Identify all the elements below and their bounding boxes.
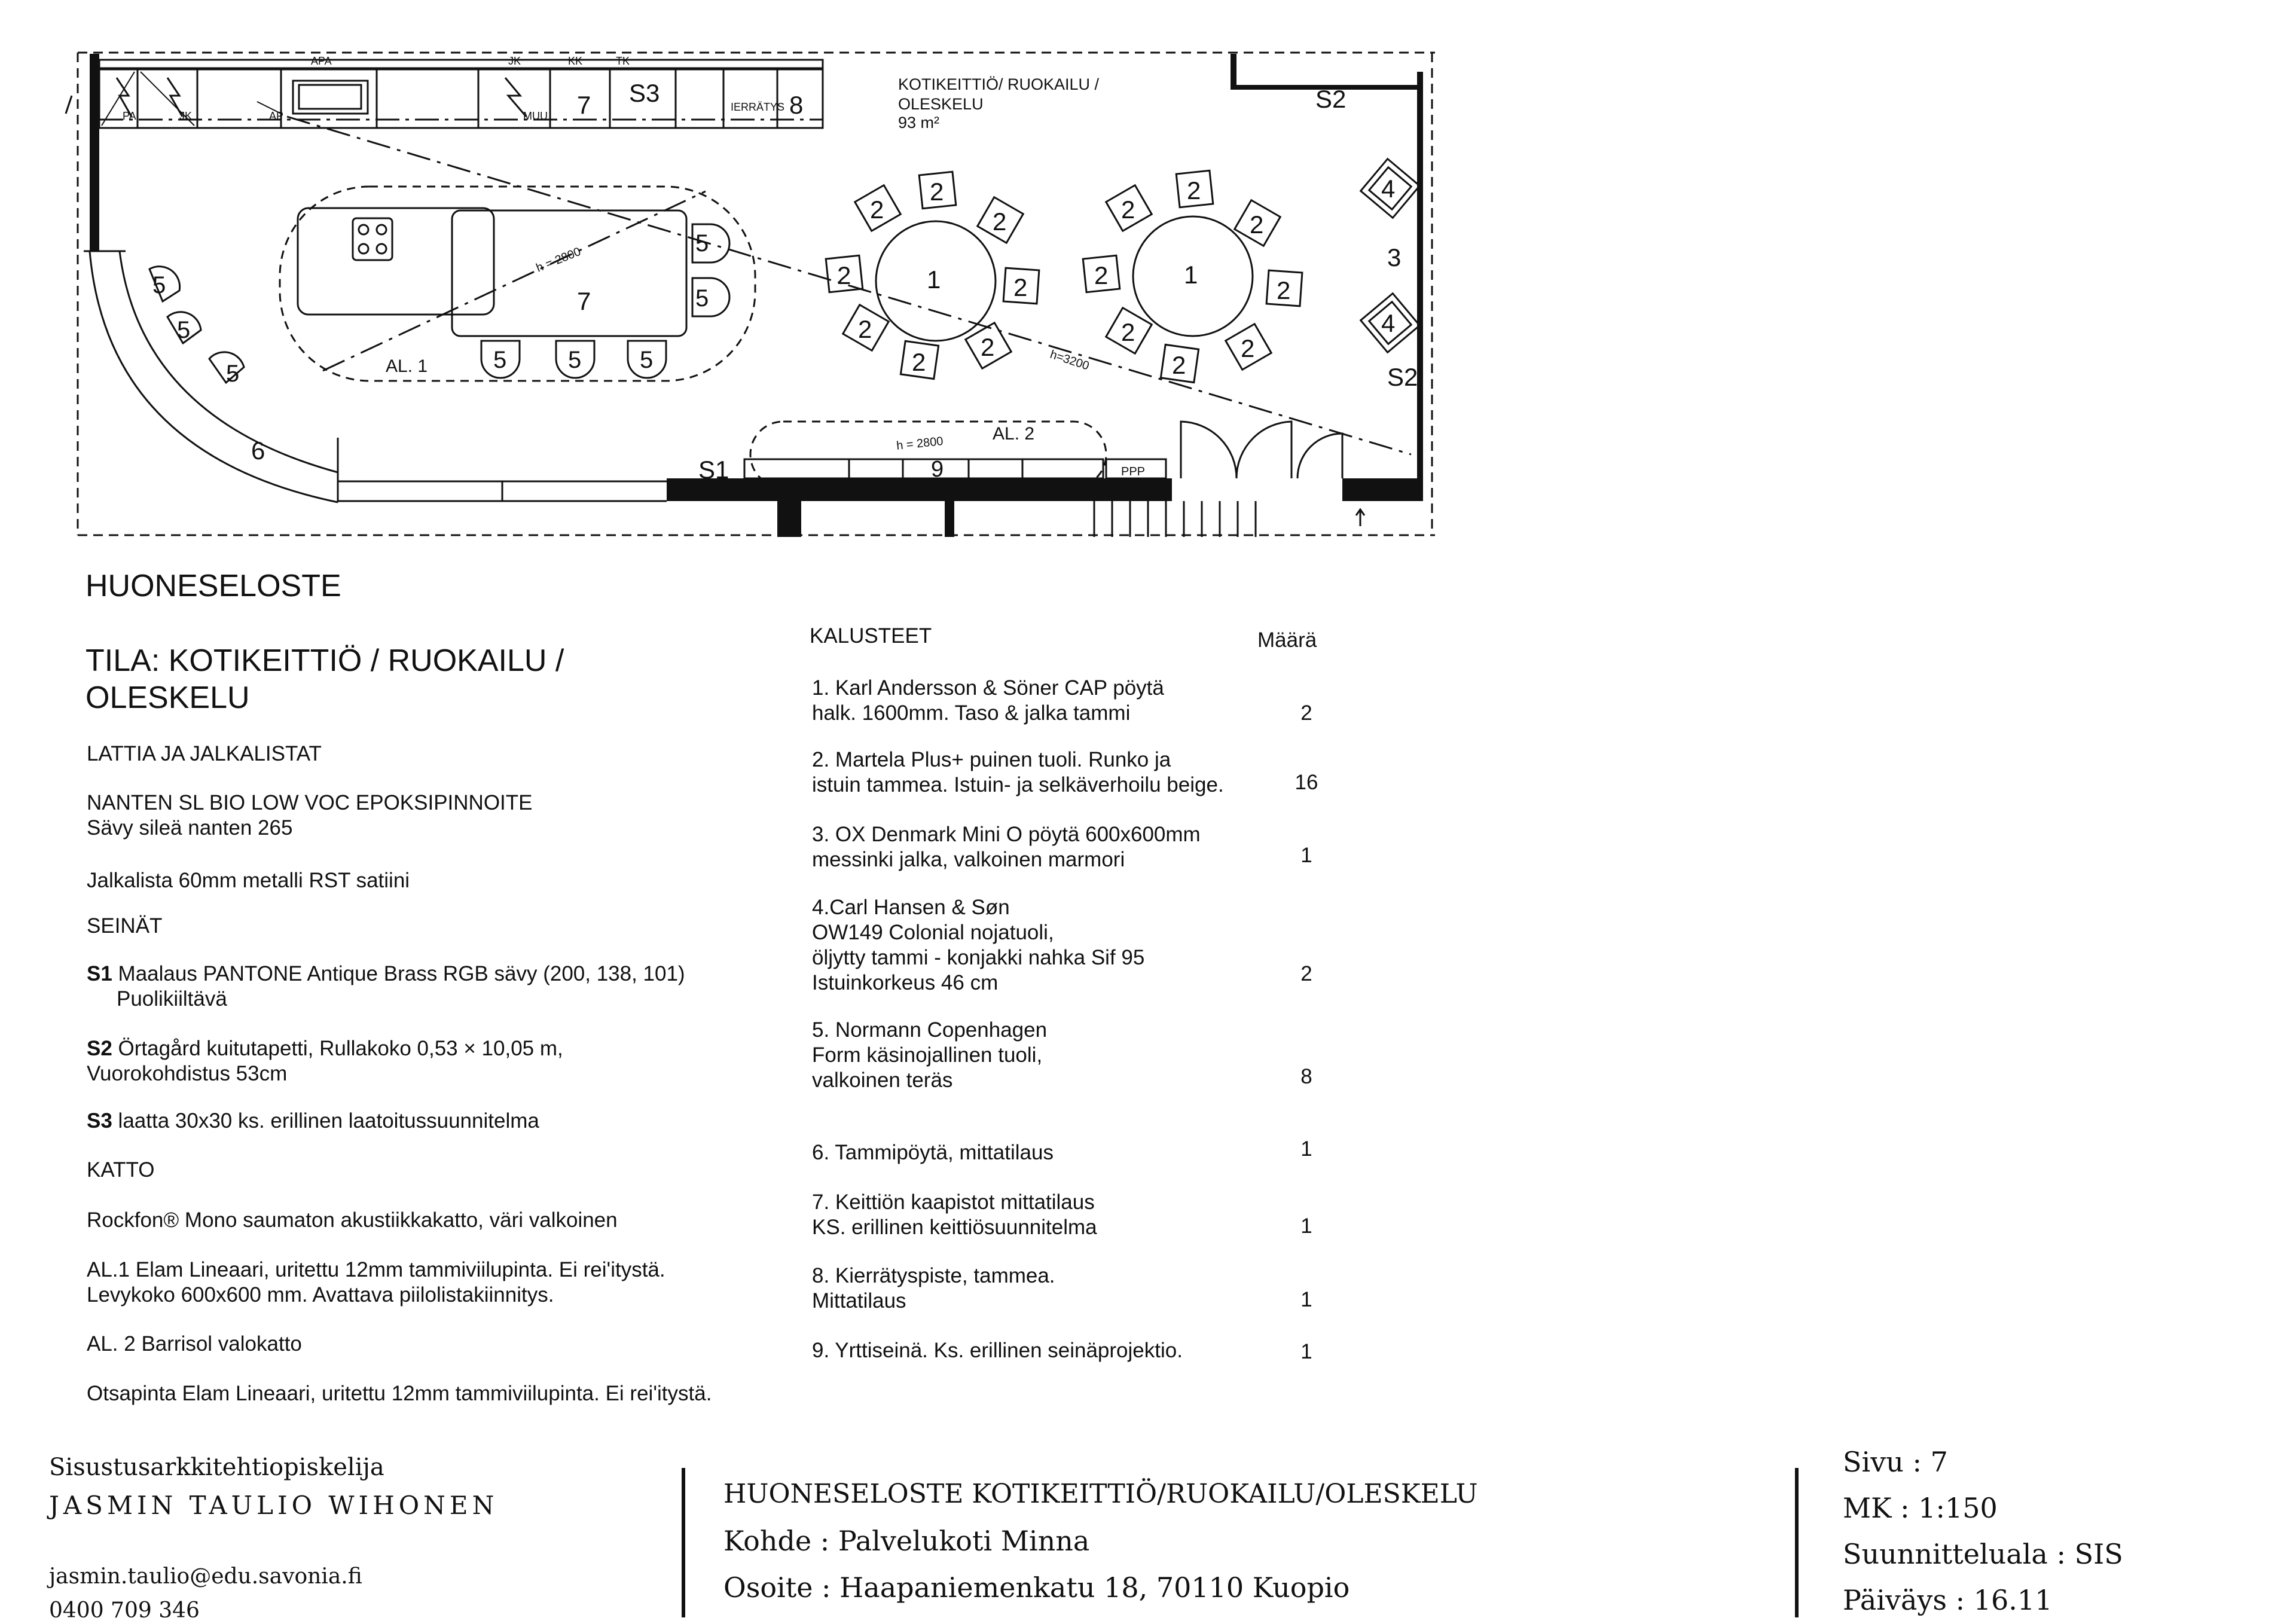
num-2-c: 2 <box>993 207 1007 236</box>
num-1-left: 1 <box>927 265 941 294</box>
quantity-header: Määrä <box>1257 628 1317 652</box>
ceiling-title: KATTO <box>87 1158 155 1182</box>
project-address: Osoite : Haapaniemenkatu 18, 70110 Kuopio <box>723 1571 1350 1604</box>
wall-s2-repeat: Vuorokohdistus 53cm <box>87 1062 288 1085</box>
furniture-item-6: 6. Tammipöytä, mittatilaus <box>812 1141 1054 1164</box>
furniture-item-5: 5. Normann Copenhagen Form käsinojallinen tuoli, valkoinen teräs <box>812 1018 1048 1092</box>
furniture-item-4: 4.Carl Hansen & Søn OW149 Colonial nojatuoli, öljytty tammi - konjakki nahka Sif 95 Istuinkorkeus 46 cm <box>812 896 1145 994</box>
num-2-p: 2 <box>1241 334 1255 362</box>
tag-s2-top: S2 <box>1315 85 1347 113</box>
num-2-l: 2 <box>1094 261 1109 289</box>
num-5-e: 5 <box>640 347 654 373</box>
num-7-island: 7 <box>577 287 591 315</box>
doors <box>1181 422 1342 478</box>
label-tk: TK <box>616 55 630 67</box>
ceiling-material: Rockfon® Mono saumaton akustiikkakatto, väri valkoinen <box>87 1208 618 1232</box>
tag-s1: S1 <box>698 456 729 484</box>
floor-title: LATTIA JA JALKALISTAT <box>87 742 322 765</box>
stairs <box>1094 501 1364 537</box>
label-pa: PA <box>123 110 136 122</box>
furniture-title: KALUSTEET <box>810 624 932 648</box>
furniture-qty-8: 1 <box>1300 1288 1312 1311</box>
num-2-k: 2 <box>1250 210 1264 239</box>
num-4-bottom: 4 <box>1381 309 1396 337</box>
furniture-item-7: 7. Keittiön kaapistot mittatilaus KS. erillinen keittiösuunnitelma <box>812 1190 1097 1239</box>
num-2-d: 2 <box>837 261 851 289</box>
space-title-line1: TILA: KOTIKEITTIÖ / RUOKAILU / <box>86 643 564 678</box>
ceiling-al1: AL.1 Elam Lineaari, uritettu 12mm tammiviilupinta. Ei rei'itystä. <box>87 1258 665 1281</box>
wall-s3-desc: laatta 30x30 ks. erillinen laatoitussuunnitelma <box>118 1109 539 1132</box>
num-5-f: 5 <box>152 272 166 298</box>
furniture-item-8: 8. Kierrätyspiste, tammea. Mittatilaus <box>812 1264 1055 1312</box>
wall-s2-desc: Örtagård kuitutapetti, Rullakoko 0,53 × 10,05 m, <box>118 1037 563 1060</box>
wall-s1-desc: Maalaus PANTONE Antique Brass RGB sävy (200, 138, 101) <box>118 962 685 985</box>
room-label-1: KOTIKEITTIÖ/ RUOKAILU / <box>898 75 1100 93</box>
designer-phone: 0400 709 346 <box>49 1598 200 1623</box>
design-field: Suunnitteluala : SIS <box>1843 1538 2123 1570</box>
num-2-o: 2 <box>1172 351 1186 379</box>
num-8: 8 <box>789 91 804 119</box>
num-2-h: 2 <box>981 333 995 361</box>
floor-material: NANTEN SL BIO LOW VOC EPOKSIPINNOITE <box>87 791 533 814</box>
num-2-f: 2 <box>858 315 872 343</box>
wall-s1-finish: Puolikiiltävä <box>117 987 227 1011</box>
designer-role: Sisustusarkkitehtiopiskelija <box>49 1454 384 1481</box>
num-6: 6 <box>251 436 265 465</box>
label-kierratys: IERRÄTYS <box>731 101 785 113</box>
num-2-a: 2 <box>930 178 944 206</box>
furniture-item-9: 9. Yrttiseinä. Ks. erillinen seinäprojektio. <box>812 1339 1183 1362</box>
furniture-item-1: 1. Karl Andersson & Söner CAP pöytä halk. 1600mm. Taso & jalka tammi <box>812 676 1164 725</box>
furniture-qty-1: 2 <box>1300 701 1312 725</box>
designer-email: jasmin.taulio@edu.savonia.fi <box>49 1564 362 1589</box>
label-jk2: JK <box>508 55 521 67</box>
skirting: Jalkalista 60mm metalli RST satiini <box>87 869 410 892</box>
space-title-line2: OLESKELU <box>86 680 250 715</box>
num-2-j: 2 <box>1121 196 1135 224</box>
num-2-i: 2 <box>1187 176 1201 204</box>
project-name: Kohde : Palvelukoti Minna <box>723 1525 1090 1557</box>
num-1-right: 1 <box>1184 261 1198 289</box>
herb-wall <box>744 459 1166 478</box>
num-3: 3 <box>1387 243 1402 271</box>
room-label-2: OLESKELU <box>898 95 984 113</box>
furniture-qty-2: 16 <box>1294 771 1318 794</box>
height-al1: h = 2800 <box>534 245 583 275</box>
label-apa: APA <box>311 55 332 67</box>
num-2-m: 2 <box>1277 276 1291 304</box>
ceiling-edge: Otsapinta Elam Lineaari, uritettu 12mm tammiviilupinta. Ei rei'itystä. <box>87 1382 712 1405</box>
walls <box>90 54 1423 537</box>
footer-divider-right <box>1795 1468 1799 1617</box>
label-ap: AP <box>269 110 284 122</box>
ceiling-al2: AL. 2 Barrisol valokatto <box>87 1332 302 1356</box>
date: Päiväys : 16.11 <box>1843 1584 2053 1616</box>
tag-al1: AL. 1 <box>386 356 428 376</box>
wall-s2 <box>87 1036 563 1061</box>
num-2-b: 2 <box>870 196 884 224</box>
designer-name: JASMIN TAULIO WIHONEN <box>49 1491 499 1520</box>
furniture-item-2: 2. Martela Plus+ puinen tuoli. Runko ja istuin tammea. Istuin- ja selkäverhoilu beige. <box>812 748 1224 796</box>
walls-title: SEINÄT <box>87 914 163 938</box>
tag-s3: S3 <box>629 79 660 107</box>
label-jk: JK <box>179 110 193 122</box>
wall-s3-code: S3 <box>87 1109 112 1132</box>
footer-divider-left <box>682 1468 685 1617</box>
ceiling-area-al1 <box>280 187 755 381</box>
num-9: 9 <box>931 457 944 482</box>
furniture-item-3: 3. OX Denmark Mini O pöytä 600x600mm messinki jalka, valkoinen marmori <box>812 823 1201 871</box>
furniture-qty-9: 1 <box>1300 1340 1312 1363</box>
num-5-h: 5 <box>226 361 240 387</box>
furniture-qty-3: 1 <box>1300 844 1312 867</box>
floor-shade: Sävy sileä nanten 265 <box>87 816 293 840</box>
wall-s2-code: S2 <box>87 1037 112 1060</box>
num-5-a: 5 <box>695 230 709 257</box>
num-2-n: 2 <box>1121 318 1135 346</box>
num-2-e: 2 <box>1013 273 1028 301</box>
height-h3200: h=3200 <box>1048 347 1091 373</box>
furniture-qty-6: 1 <box>1300 1137 1312 1161</box>
scale: MK : 1:150 <box>1843 1492 1998 1524</box>
num-2-g: 2 <box>912 348 926 376</box>
height-al2: h = 2800 <box>896 434 944 453</box>
num-5-d: 5 <box>568 347 582 373</box>
floor-plan <box>0 0 2296 568</box>
furniture-qty-4: 2 <box>1300 962 1312 985</box>
label-ppp: PPP <box>1121 465 1146 478</box>
room-label-3: 93 m² <box>898 114 940 132</box>
page-heading: HUONESELOSTE <box>86 569 341 603</box>
wall-s1 <box>87 961 685 987</box>
num-7-counter: 7 <box>577 91 591 119</box>
num-5-b: 5 <box>695 285 709 312</box>
num-5-c: 5 <box>493 347 507 373</box>
tag-al2: AL. 2 <box>993 424 1035 444</box>
page-number: Sivu : 7 <box>1843 1446 1948 1478</box>
label-muu: MUU <box>523 110 548 122</box>
wall-s1-code: S1 <box>87 962 112 985</box>
label-kk: KK <box>568 55 583 67</box>
ceiling-al1-detail: Levykoko 600x600 mm. Avattava piilolistakiinnitys. <box>87 1283 554 1306</box>
furniture-qty-5: 8 <box>1300 1065 1312 1088</box>
wall-s3 <box>87 1109 539 1134</box>
furniture-qty-7: 1 <box>1300 1214 1312 1238</box>
document-title: HUONESELOSTE KOTIKEITTIÖ/RUOKAILU/OLESKELU <box>723 1479 1478 1509</box>
num-5-g: 5 <box>177 317 191 343</box>
num-4-top: 4 <box>1381 175 1396 203</box>
tag-s2-right: S2 <box>1387 363 1418 391</box>
